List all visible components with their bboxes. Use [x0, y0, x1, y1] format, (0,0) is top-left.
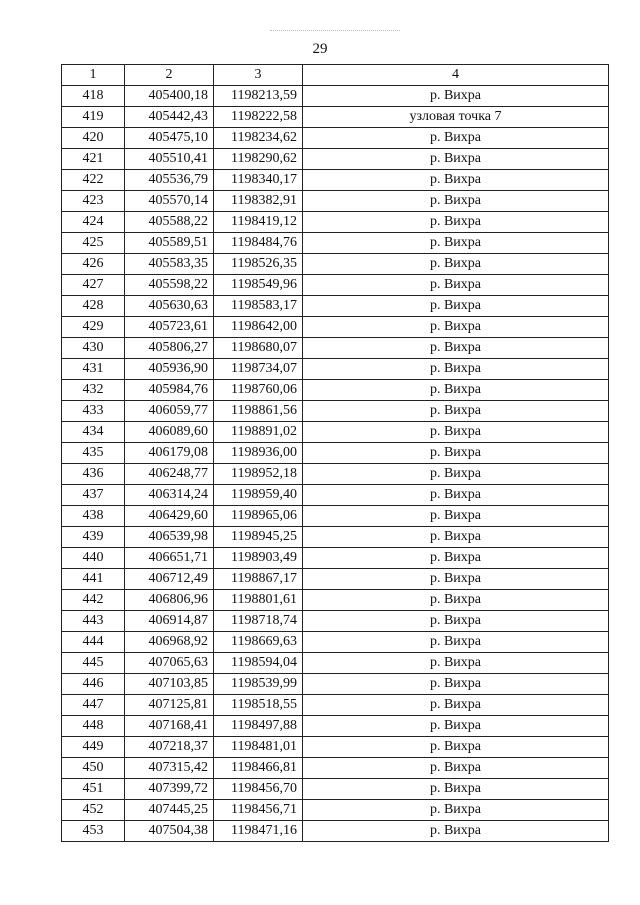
y-coordinate-cell: 1198760,06 — [214, 380, 303, 401]
x-coordinate-cell: 407103,85 — [125, 674, 214, 695]
point-number-cell: 439 — [62, 527, 125, 548]
description-cell: р. Вихра — [303, 338, 609, 359]
y-coordinate-cell: 1198471,16 — [214, 821, 303, 842]
description-cell: р. Вихра — [303, 296, 609, 317]
x-coordinate-cell: 407125,81 — [125, 695, 214, 716]
description-cell: р. Вихра — [303, 317, 609, 338]
y-coordinate-cell: 1198642,00 — [214, 317, 303, 338]
point-number-cell: 431 — [62, 359, 125, 380]
point-number-cell: 420 — [62, 128, 125, 149]
description-cell: р. Вихра — [303, 254, 609, 275]
point-number-cell: 448 — [62, 716, 125, 737]
y-coordinate-cell: 1198456,71 — [214, 800, 303, 821]
description-cell: р. Вихра — [303, 506, 609, 527]
x-coordinate-cell: 405442,43 — [125, 107, 214, 128]
table-row — [62, 107, 609, 128]
point-number-cell: 432 — [62, 380, 125, 401]
description-cell: р. Вихра — [303, 653, 609, 674]
x-coordinate-cell: 407399,72 — [125, 779, 214, 800]
y-coordinate-cell: 1198222,58 — [214, 107, 303, 128]
y-coordinate-cell: 1198583,17 — [214, 296, 303, 317]
point-number-cell: 434 — [62, 422, 125, 443]
table-row — [62, 611, 609, 632]
table-row — [62, 737, 609, 758]
table-row — [62, 191, 609, 212]
x-coordinate-cell: 406806,96 — [125, 590, 214, 611]
description-cell: р. Вихра — [303, 548, 609, 569]
point-number-cell: 442 — [62, 590, 125, 611]
y-coordinate-cell: 1198594,04 — [214, 653, 303, 674]
description-cell: р. Вихра — [303, 191, 609, 212]
y-coordinate-cell: 1198867,17 — [214, 569, 303, 590]
x-coordinate-cell: 405598,22 — [125, 275, 214, 296]
x-coordinate-cell: 405400,18 — [125, 86, 214, 107]
point-number-cell: 435 — [62, 443, 125, 464]
point-number-cell: 446 — [62, 674, 125, 695]
coordinates-table — [61, 64, 609, 842]
table-row — [62, 548, 609, 569]
y-coordinate-cell: 1198669,63 — [214, 632, 303, 653]
x-coordinate-cell: 405570,14 — [125, 191, 214, 212]
description-cell: р. Вихра — [303, 422, 609, 443]
x-coordinate-cell: 406314,24 — [125, 485, 214, 506]
point-number-cell: 451 — [62, 779, 125, 800]
description-cell: р. Вихра — [303, 821, 609, 842]
point-number-cell: 441 — [62, 569, 125, 590]
table-row — [62, 212, 609, 233]
point-number-cell: 419 — [62, 107, 125, 128]
point-number-cell: 422 — [62, 170, 125, 191]
y-coordinate-cell: 1198965,06 — [214, 506, 303, 527]
x-coordinate-cell: 407315,42 — [125, 758, 214, 779]
y-coordinate-cell: 1198959,40 — [214, 485, 303, 506]
x-coordinate-cell: 405583,35 — [125, 254, 214, 275]
point-number-cell: 450 — [62, 758, 125, 779]
description-cell: р. Вихра — [303, 569, 609, 590]
table-row — [62, 569, 609, 590]
description-cell: р. Вихра — [303, 527, 609, 548]
point-number-cell: 430 — [62, 338, 125, 359]
point-number-cell: 449 — [62, 737, 125, 758]
description-cell: р. Вихра — [303, 401, 609, 422]
y-coordinate-cell: 1198718,74 — [214, 611, 303, 632]
x-coordinate-cell: 406089,60 — [125, 422, 214, 443]
description-cell: р. Вихра — [303, 86, 609, 107]
y-coordinate-cell: 1198526,35 — [214, 254, 303, 275]
table-row — [62, 716, 609, 737]
table-row — [62, 485, 609, 506]
point-number-cell: 445 — [62, 653, 125, 674]
column-header-2: 2 — [125, 65, 214, 86]
y-coordinate-cell: 1198952,18 — [214, 464, 303, 485]
table-row — [62, 779, 609, 800]
description-cell: р. Вихра — [303, 464, 609, 485]
x-coordinate-cell: 406712,49 — [125, 569, 214, 590]
y-coordinate-cell: 1198936,00 — [214, 443, 303, 464]
point-number-cell: 424 — [62, 212, 125, 233]
x-coordinate-cell: 406248,77 — [125, 464, 214, 485]
y-coordinate-cell: 1198456,70 — [214, 779, 303, 800]
point-number-cell: 438 — [62, 506, 125, 527]
point-number-cell: 453 — [62, 821, 125, 842]
table-body — [62, 86, 609, 842]
x-coordinate-cell: 406968,92 — [125, 632, 214, 653]
x-coordinate-cell: 405936,90 — [125, 359, 214, 380]
x-coordinate-cell: 405984,76 — [125, 380, 214, 401]
point-number-cell: 443 — [62, 611, 125, 632]
table-row — [62, 506, 609, 527]
table-row — [62, 464, 609, 485]
table-row — [62, 380, 609, 401]
description-cell: р. Вихра — [303, 716, 609, 737]
table-row — [62, 359, 609, 380]
x-coordinate-cell: 406539,98 — [125, 527, 214, 548]
point-number-cell: 421 — [62, 149, 125, 170]
table-row — [62, 653, 609, 674]
y-coordinate-cell: 1198484,76 — [214, 233, 303, 254]
point-number-cell: 447 — [62, 695, 125, 716]
table-row — [62, 254, 609, 275]
table-row — [62, 296, 609, 317]
table-row — [62, 695, 609, 716]
table-row — [62, 317, 609, 338]
x-coordinate-cell: 405475,10 — [125, 128, 214, 149]
y-coordinate-cell: 1198234,62 — [214, 128, 303, 149]
point-number-cell: 429 — [62, 317, 125, 338]
point-number-cell: 427 — [62, 275, 125, 296]
point-number-cell: 452 — [62, 800, 125, 821]
table-header-row — [62, 65, 609, 86]
y-coordinate-cell: 1198549,96 — [214, 275, 303, 296]
description-cell: р. Вихра — [303, 779, 609, 800]
x-coordinate-cell: 406179,08 — [125, 443, 214, 464]
y-coordinate-cell: 1198481,01 — [214, 737, 303, 758]
y-coordinate-cell: 1198382,91 — [214, 191, 303, 212]
table-row — [62, 275, 609, 296]
description-cell: р. Вихра — [303, 233, 609, 254]
column-header-3: 3 — [214, 65, 303, 86]
table-row — [62, 800, 609, 821]
description-cell: р. Вихра — [303, 632, 609, 653]
scan-artifact — [270, 30, 400, 33]
x-coordinate-cell: 405630,63 — [125, 296, 214, 317]
description-cell: р. Вихра — [303, 128, 609, 149]
page-number: 29 — [312, 41, 328, 57]
y-coordinate-cell: 1198861,56 — [214, 401, 303, 422]
description-cell: р. Вихра — [303, 359, 609, 380]
y-coordinate-cell: 1198466,81 — [214, 758, 303, 779]
y-coordinate-cell: 1198290,62 — [214, 149, 303, 170]
description-cell: узловая точка 7 — [303, 107, 609, 128]
table-row — [62, 170, 609, 191]
x-coordinate-cell: 407445,25 — [125, 800, 214, 821]
y-coordinate-cell: 1198734,07 — [214, 359, 303, 380]
description-cell: р. Вихра — [303, 443, 609, 464]
x-coordinate-cell: 405806,27 — [125, 338, 214, 359]
x-coordinate-cell: 407168,41 — [125, 716, 214, 737]
y-coordinate-cell: 1198419,12 — [214, 212, 303, 233]
description-cell: р. Вихра — [303, 212, 609, 233]
table-row — [62, 233, 609, 254]
table-row — [62, 674, 609, 695]
description-cell: р. Вихра — [303, 170, 609, 191]
y-coordinate-cell: 1198801,61 — [214, 590, 303, 611]
point-number-cell: 426 — [62, 254, 125, 275]
table-row — [62, 632, 609, 653]
x-coordinate-cell: 405589,51 — [125, 233, 214, 254]
description-cell: р. Вихра — [303, 485, 609, 506]
x-coordinate-cell: 406651,71 — [125, 548, 214, 569]
table-row — [62, 338, 609, 359]
x-coordinate-cell: 407065,63 — [125, 653, 214, 674]
point-number-cell: 423 — [62, 191, 125, 212]
table-row — [62, 86, 609, 107]
point-number-cell: 428 — [62, 296, 125, 317]
x-coordinate-cell: 405510,41 — [125, 149, 214, 170]
y-coordinate-cell: 1198903,49 — [214, 548, 303, 569]
table-row — [62, 443, 609, 464]
point-number-cell: 440 — [62, 548, 125, 569]
table-row — [62, 149, 609, 170]
y-coordinate-cell: 1198518,55 — [214, 695, 303, 716]
table-row — [62, 590, 609, 611]
column-header-1: 1 — [62, 65, 125, 86]
description-cell: р. Вихра — [303, 380, 609, 401]
column-header-4: 4 — [303, 65, 609, 86]
point-number-cell: 437 — [62, 485, 125, 506]
y-coordinate-cell: 1198340,17 — [214, 170, 303, 191]
y-coordinate-cell: 1198891,02 — [214, 422, 303, 443]
point-number-cell: 433 — [62, 401, 125, 422]
point-number-cell: 444 — [62, 632, 125, 653]
description-cell: р. Вихра — [303, 590, 609, 611]
y-coordinate-cell: 1198213,59 — [214, 86, 303, 107]
point-number-cell: 425 — [62, 233, 125, 254]
x-coordinate-cell: 406914,87 — [125, 611, 214, 632]
x-coordinate-cell: 407218,37 — [125, 737, 214, 758]
description-cell: р. Вихра — [303, 695, 609, 716]
table-row — [62, 128, 609, 149]
table-row — [62, 527, 609, 548]
x-coordinate-cell: 405536,79 — [125, 170, 214, 191]
x-coordinate-cell: 406429,60 — [125, 506, 214, 527]
table-row — [62, 401, 609, 422]
description-cell: р. Вихра — [303, 149, 609, 170]
x-coordinate-cell: 405588,22 — [125, 212, 214, 233]
description-cell: р. Вихра — [303, 758, 609, 779]
x-coordinate-cell: 407504,38 — [125, 821, 214, 842]
x-coordinate-cell: 405723,61 — [125, 317, 214, 338]
table-row — [62, 758, 609, 779]
table-row — [62, 821, 609, 842]
point-number-cell: 436 — [62, 464, 125, 485]
y-coordinate-cell: 1198680,07 — [214, 338, 303, 359]
description-cell: р. Вихра — [303, 674, 609, 695]
description-cell: р. Вихра — [303, 275, 609, 296]
description-cell: р. Вихра — [303, 737, 609, 758]
y-coordinate-cell: 1198945,25 — [214, 527, 303, 548]
description-cell: р. Вихра — [303, 611, 609, 632]
x-coordinate-cell: 406059,77 — [125, 401, 214, 422]
table-row — [62, 422, 609, 443]
description-cell: р. Вихра — [303, 800, 609, 821]
point-number-cell: 418 — [62, 86, 125, 107]
y-coordinate-cell: 1198497,88 — [214, 716, 303, 737]
y-coordinate-cell: 1198539,99 — [214, 674, 303, 695]
